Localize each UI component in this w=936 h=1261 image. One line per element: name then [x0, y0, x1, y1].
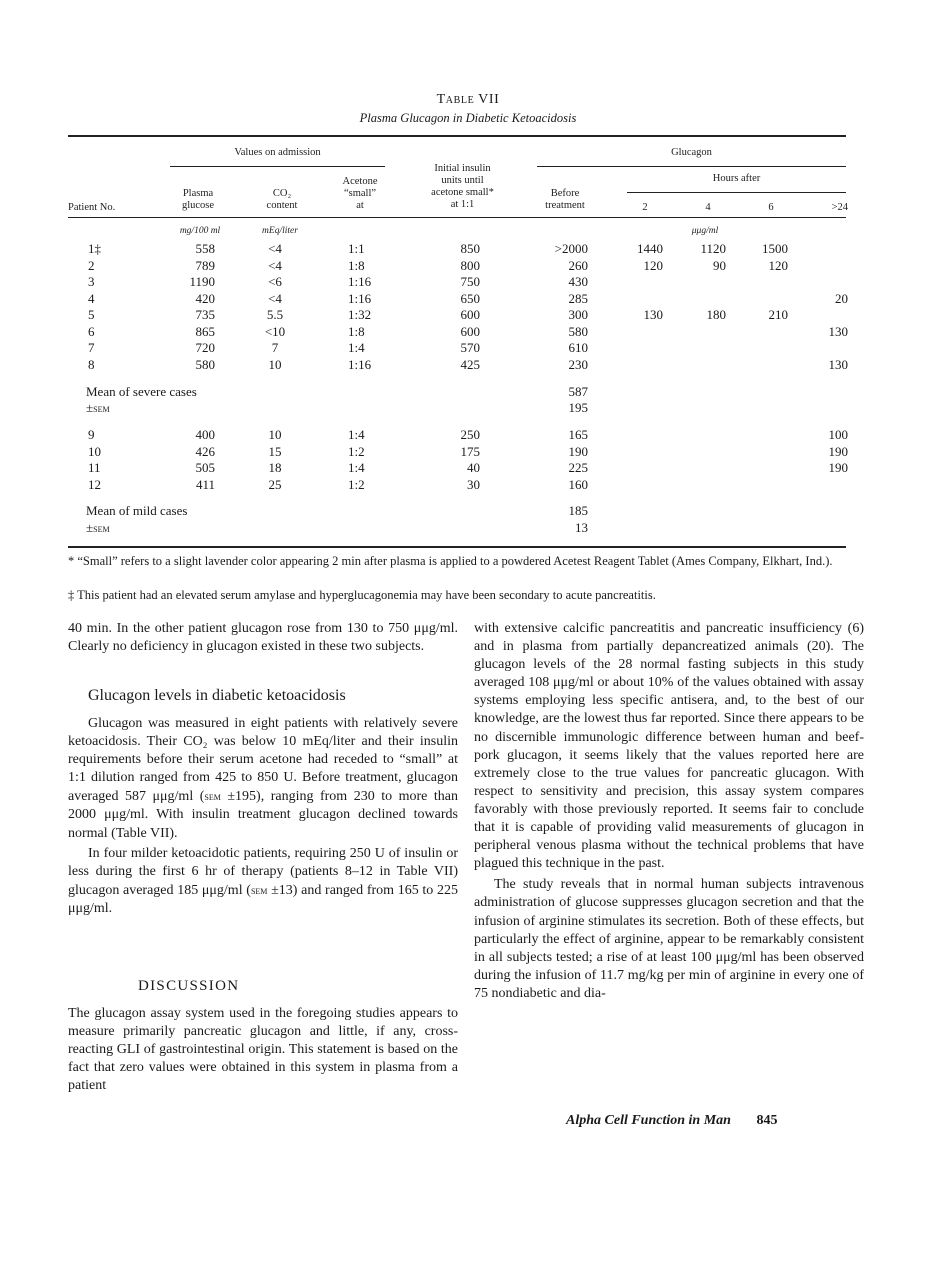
header-plasma-glucose-line: glucose — [181, 200, 215, 211]
cell-acetone: 1:4 — [348, 427, 365, 442]
cell-h24: 130 — [828, 323, 848, 339]
cell-insulin: 30 — [467, 476, 480, 492]
header-initial-insulin — [415, 163, 510, 211]
sem-abbrev: sem — [204, 789, 221, 804]
cell-co2: <6 — [268, 274, 282, 289]
cell-h6: 1500 — [762, 241, 788, 256]
cell-before: 160 — [568, 476, 588, 492]
cell-h24: 190 — [828, 460, 848, 475]
cell-before: 190 — [568, 443, 588, 459]
header-values-on-admission: Values on admission — [234, 147, 321, 158]
severe-mean-label: Mean of severe cases — [86, 384, 197, 399]
cell-patient: 9 — [88, 427, 95, 442]
cell-before: >2000 — [554, 241, 588, 256]
cell-acetone: 1:16 — [348, 356, 372, 372]
cell-patient: 8 — [88, 356, 95, 372]
cell-co2: 25 — [268, 476, 282, 492]
paragraph-discussion: The glucagon assay system used in the foregoing studies appears to measure primarily pancreatic glucagon and little, if any, cross-reacting GLI of gastrointestinal origin. This statement is based on the fact that zero values were obtained in this system in plasma from a patient — [68, 1006, 458, 1094]
header-insulin-line: acetone small* — [431, 187, 494, 198]
cell-insulin: 600 — [460, 323, 480, 339]
header-plasma-glucose — [168, 188, 228, 212]
cell-glucose: 426 — [195, 443, 215, 459]
cell-patient: 10 — [88, 443, 101, 459]
header-before-line: treatment — [545, 200, 585, 211]
cell-glucose: 720 — [195, 340, 215, 355]
header-insulin-line: at 1:1 — [450, 199, 475, 210]
running-title: Alpha Cell Function in Man — [566, 1113, 731, 1128]
cell-glucose: 558 — [195, 241, 215, 256]
cell-co2: <4 — [268, 257, 282, 273]
unit-glucagon: μμg/ml — [691, 226, 719, 236]
cell-insulin: 850 — [460, 241, 480, 256]
mild-mean-label: Mean of mild cases — [86, 503, 188, 518]
cell-patient: 3 — [88, 274, 95, 289]
hours-after-group-rule — [627, 192, 846, 193]
cell-insulin: 40 — [467, 460, 480, 475]
cell-co2: 18 — [268, 460, 282, 475]
discussion-heading: DISCUSSION — [138, 978, 240, 994]
cell-h24: 100 — [828, 427, 848, 442]
cell-before: 230 — [568, 356, 588, 372]
severe-sem-label: ±sem — [86, 400, 110, 415]
table-label-text: Table VII — [436, 92, 500, 107]
cell-patient: 1‡ — [88, 241, 101, 256]
cell-patient: 6 — [88, 323, 95, 339]
cell-co2: <4 — [268, 241, 282, 256]
header-before-treatment — [530, 188, 600, 212]
header-acetone-small-at — [330, 176, 390, 212]
glucagon-group-rule — [537, 166, 846, 167]
left-column-body — [68, 715, 458, 918]
cell-acetone: 1:1 — [348, 241, 365, 256]
running-footer — [566, 1113, 777, 1129]
page-number: 845 — [756, 1113, 778, 1128]
admission-group-rule — [170, 166, 385, 167]
header-acetone-line: Acetone — [342, 176, 378, 187]
cell-before: 610 — [568, 340, 588, 355]
header-hour-6: 6 — [768, 202, 774, 213]
cell-patient: 11 — [88, 460, 101, 475]
header-hour-24: >24 — [831, 202, 848, 213]
severe-sem-value: 195 — [568, 400, 588, 415]
header-insulin-line: units until — [441, 175, 484, 186]
cell-insulin: 570 — [460, 340, 480, 355]
cell-before: 225 — [568, 460, 588, 475]
header-insulin-line: Initial insulin — [434, 163, 491, 174]
cell-acetone: 1:8 — [348, 257, 365, 273]
cell-co2: 10 — [268, 427, 282, 442]
cell-insulin: 250 — [460, 427, 480, 442]
header-bottom-rule — [68, 217, 846, 218]
cell-h6: 210 — [768, 307, 788, 322]
header-co2-line: content — [266, 200, 298, 211]
table-bottom-rule — [68, 546, 846, 548]
cell-glucose: 400 — [195, 427, 215, 442]
header-hour-2: 2 — [642, 202, 648, 213]
sem-abbrev: sem — [250, 882, 268, 897]
cell-co2: <10 — [264, 323, 286, 339]
cell-insulin: 650 — [460, 290, 480, 306]
paragraph-continued: with extensive calcific pancreatitis and pancreatic insufficiency (6) and in plasma from partially depancreatized animals (20). The glucagon levels of the 28 normal fasting subjects in this study averaged 108 μμg/ml or about 10% of the values obtained with assay systems employing less specific antisera, and, to the best of our knowledge, are the lowest thus far reported. Since there appears to be no discernible immunologic difference between human and beef-pork glucagon, it seems likely that the values reported here are extremely close to the true values for pancreatic glucagon. With respect to sensitivity and precision, this assay system compares favorably with those previously reported. It seems fair to conclude that it is capable of providing valid measurements of glucagon in peripheral venous plasma without the technical problems that have plagued this technique in the past. — [474, 621, 864, 872]
cell-h4: 1120 — [700, 241, 726, 256]
cell-before: 430 — [568, 274, 588, 289]
cell-acetone: 1:4 — [348, 460, 365, 475]
header-co2-line: CO₂ — [272, 188, 292, 199]
table-label — [0, 92, 936, 108]
header-hour-4: 4 — [705, 202, 711, 213]
cell-co2: <4 — [268, 290, 282, 306]
cell-insulin: 800 — [460, 257, 480, 273]
table-title: Plasma Glucagon in Diabetic Ketoacidosis — [359, 111, 577, 125]
cell-patient: 12 — [88, 476, 101, 492]
unit-co2: mEq/liter — [262, 226, 298, 236]
cell-acetone: 1:16 — [348, 274, 372, 289]
header-co2-content — [252, 188, 312, 212]
cell-before: 165 — [568, 427, 588, 442]
unit-plasma-glucose: mg/100 ml — [179, 226, 221, 236]
cell-acetone: 1:2 — [348, 476, 365, 492]
cell-glucose: 1190 — [189, 274, 215, 289]
header-acetone-line: “small” — [343, 188, 377, 199]
header-plasma-glucose-line: Plasma — [182, 188, 214, 199]
right-column-body — [474, 620, 864, 1003]
cell-co2: 10 — [268, 356, 282, 372]
cell-glucose: 865 — [195, 323, 215, 339]
header-acetone-line: at — [356, 200, 364, 211]
cell-glucose: 735 — [195, 307, 215, 322]
left-column-continued — [68, 620, 458, 656]
cell-insulin: 175 — [460, 443, 480, 459]
cell-co2: 7 — [271, 340, 279, 355]
sem-abbrev: sem — [93, 401, 110, 415]
cell-insulin: 425 — [460, 356, 480, 372]
cell-glucose: 420 — [195, 290, 215, 306]
cell-h4: 180 — [706, 307, 726, 322]
cell-glucose: 580 — [195, 356, 215, 372]
cell-acetone: 1:2 — [348, 443, 365, 459]
header-patient-no: Patient No. — [68, 202, 116, 213]
paragraph-study: The study reveals that in normal human subjects intravenous administration of glucose suppresses glucagon secretion and that the infusion of arginine stimulates its secretion. Both of these effects, but particularly the effect of arginine, appear to be remarkably consistent in all subjects tested; a rise of at least 100 μμg/ml has been observed during the infusion of 11.7 mg/kg per min of arginine in every one of 75 nondiabetic and dia- — [474, 877, 864, 1001]
cell-acetone: 1:16 — [348, 290, 372, 306]
cell-h2: 130 — [643, 307, 663, 322]
cell-glucose: 789 — [195, 257, 215, 273]
paragraph-mild: In four milder ketoacidotic patients, requiring 250 U of insulin or less during the first 6 hr of therapy (patients 8–12 in Table VII) glucagon averaged 185 μμg/ml (sem ±13) and ranged from 165 to 225 μμg/ml. — [68, 845, 458, 916]
cell-before: 300 — [568, 307, 588, 322]
cell-co2: 5.5 — [266, 307, 284, 322]
cell-acetone: 1:8 — [348, 323, 365, 339]
paragraph: 40 min. In the other patient glucagon rose from 130 to 750 μμg/ml. Clearly no deficiency in glucagon existed in these two subjects. — [68, 621, 458, 655]
cell-co2: 15 — [268, 443, 282, 459]
table-top-rule — [68, 135, 846, 137]
footnote-small: * “Small” refers to a slight lavender color appearing 2 min after plasma is applied to a powdered Acetest Reagent Tablet (Ames Company, Elkhart, Ind.). — [68, 554, 833, 568]
cell-h2: 120 — [643, 257, 663, 273]
cell-glucose: 505 — [195, 460, 215, 475]
cell-before: 285 — [568, 290, 588, 306]
cell-glucose: 411 — [195, 476, 215, 492]
header-before-line: Before — [550, 188, 580, 199]
header-hours-after: Hours after — [712, 173, 761, 184]
section-heading-ketoacidosis: Glucagon levels in diabetic ketoacidosis — [88, 687, 346, 704]
left-column-discussion — [68, 1005, 458, 1095]
cell-h6: 120 — [768, 257, 788, 273]
paragraph-severe: Glucagon was measured in eight patients with relatively severe ketoacidosis. Their CO₂ was below 10 mEq/liter and their insulin requirements before their serum acetone had receded to “small” at 1:1 dilution ranged from 425 to 850 U. Before treatment, glucagon averaged 587 μμg/ml (sem ±195), ranging from 230 to more than 2000 μμg/ml. With insulin treatment glucagon declined towards normal (Table VII). — [68, 716, 458, 841]
cell-acetone: 1:4 — [348, 340, 365, 355]
mild-sem-label: ±sem — [86, 520, 110, 535]
cell-acetone: 1:32 — [348, 307, 372, 322]
cell-patient: 5 — [88, 307, 95, 322]
cell-insulin: 600 — [460, 307, 480, 322]
cell-h2: 1440 — [637, 241, 663, 256]
cell-h24: 20 — [835, 290, 848, 306]
cell-patient: 2 — [88, 257, 95, 273]
mild-sem-value: 13 — [575, 520, 588, 535]
cell-h24: 130 — [828, 356, 848, 372]
cell-before: 260 — [568, 257, 588, 273]
footnote-patient-1: ‡ This patient had an elevated serum amylase and hyperglucagonemia may have been secondary to acute pancreatitis. — [68, 588, 656, 602]
mild-mean-value: 185 — [568, 503, 588, 518]
sem-abbrev: sem — [93, 521, 110, 535]
cell-patient: 7 — [88, 340, 95, 355]
cell-h4: 90 — [713, 257, 726, 273]
cell-h24: 190 — [828, 443, 848, 459]
cell-patient: 4 — [88, 290, 95, 306]
cell-insulin: 750 — [460, 274, 480, 289]
severe-mean-value: 587 — [568, 384, 588, 399]
cell-before: 580 — [568, 323, 588, 339]
header-glucagon: Glucagon — [671, 147, 712, 158]
